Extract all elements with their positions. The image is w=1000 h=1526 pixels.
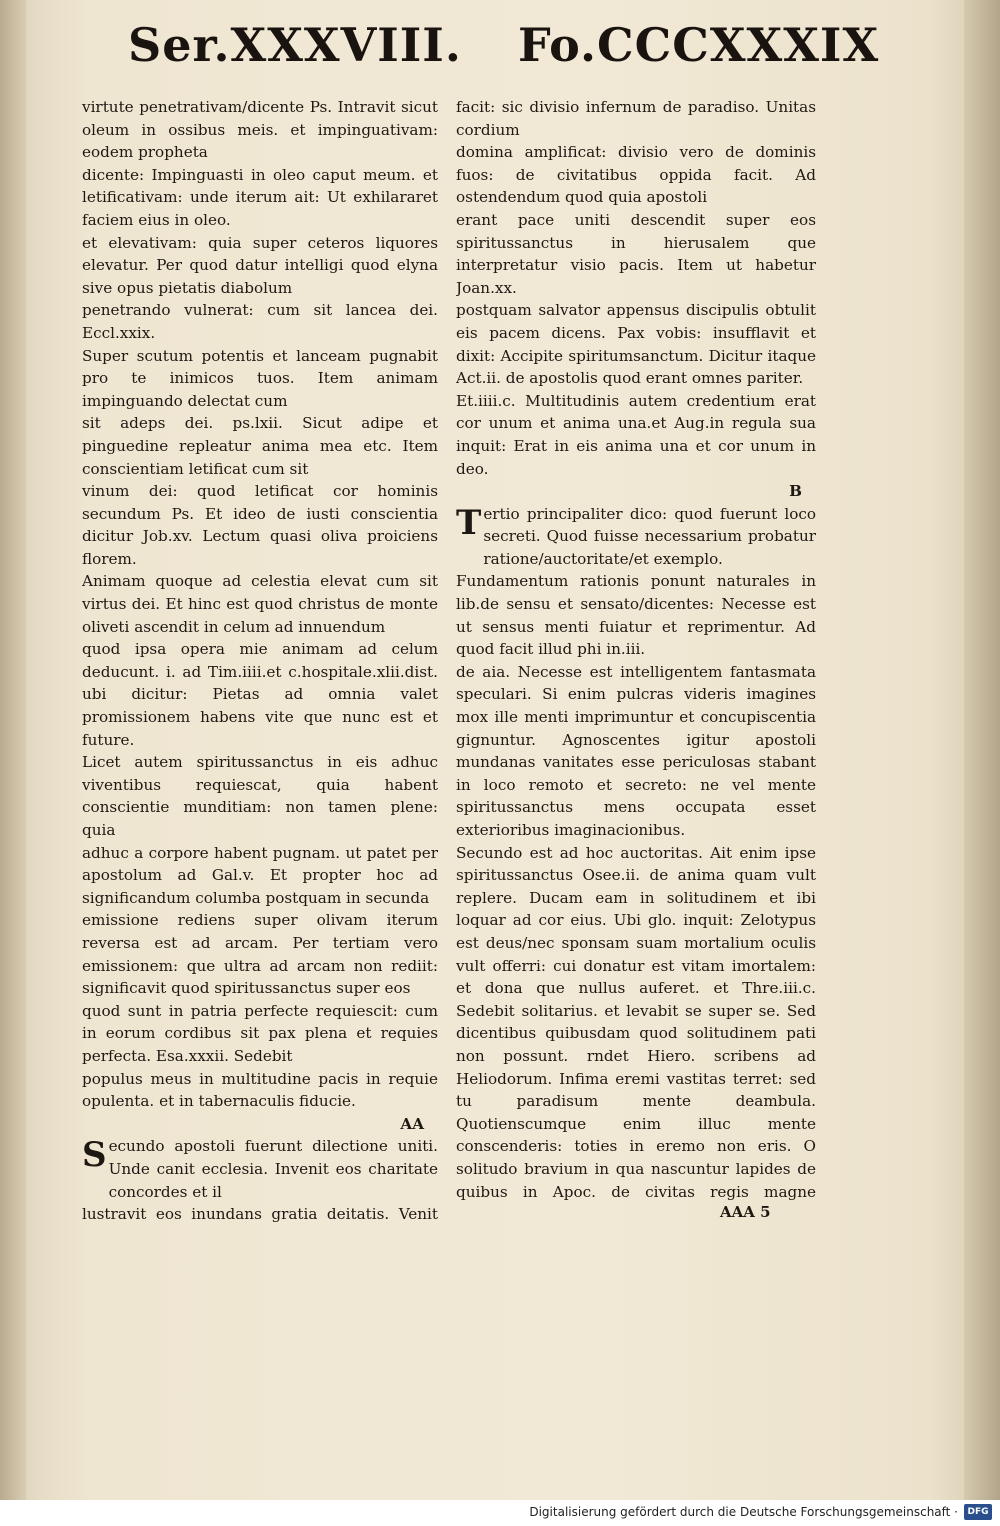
text-block: domina amplificat: divisio vero de dominis fuos: de civitatibus oppida facit. Ad ostendendum quod quia apostoli bbox=[456, 143, 816, 207]
text-block: quod sunt in patria perfecte requiescit: cum in eorum cordibus sit pax plena et requies perfecta. Esa.xxxii. Sedebit bbox=[82, 1001, 438, 1065]
dfg-logo: DFG bbox=[964, 1504, 992, 1520]
section-mark-b: B bbox=[789, 482, 802, 501]
right-column bbox=[456, 96, 816, 1206]
left-column bbox=[82, 96, 438, 1224]
text-block: Secundo est ad hoc auctoritas. Ait enim ipse spiritussanctus Osee.ii. de anima quam vult replere. Ducam eam in solitudinem et ibi loquar ad cor eius. Ubi glo. inquit: Zelotypus est deus/nec sponsam suam mortalium oculis vult offerri: cui donatur est vitam imortalem: et dona que nullus auferet. et Thre.iii.c. Sedebit solitarius. et levabit se super se. Sed dicentibus quibusdam quod solitudinem pati non possunt. rndet Hiero. scribens ad Heliodorum. Infima eremi vastitas terret: sed tu paradisum mente deambula. Quotienscumque enim illuc mente conscenderis: toties in eremo non eris. O solitudo bravium in qua nascuntur lapides de quibus in Apoc. de civitas regis magne bbox=[456, 843, 816, 1201]
sermon-heading: Ser.XXXVIII. bbox=[128, 18, 462, 72]
funding-notice: Digitalisierung gefördert durch die Deutsche Forschungsgemeinschaft · bbox=[529, 1505, 958, 1519]
text-block: facit: sic divisio infernum de paradiso. Unitas cordium bbox=[456, 98, 816, 139]
text-block: ecundo apostoli fuerunt dilectione uniti. Unde canit ecclesia. Invenit eos charitate concordes et il bbox=[108, 1137, 438, 1201]
right-column-part-1 bbox=[456, 96, 816, 480]
left-column-part-1 bbox=[82, 96, 438, 1113]
text-block: Licet autem spiritussanctus in eis adhuc viventibus requiescat, quia habent conscientie munditiam: non tamen plene: quia bbox=[82, 753, 438, 839]
text-block: de aia. Necesse est intelligentem fantasmata speculari. Si enim pulcras videris imagines mox ille menti imprimuntur et concupiscentia gignuntur. Agnoscentes igitur apostoli mundanas vanitates esse periculosas stabant in loco remoto et secreto: ne vel mente spiritussanctus mens occupata esset exterioribus imaginacionibus. bbox=[456, 662, 816, 839]
text-block: postquam salvator appensus discipulis obtulit eis pacem dicens. Pax vobis: insufflavit et dixit: Accipite spiritumsanctum. Dicitur itaque Act.ii. de apostolis quod erant omnes pariter. bbox=[456, 301, 816, 388]
text-block: Animam quoque ad celestia elevat cum sit virtus dei. Et hinc est quod christus de monte oliveti ascendit in celum ad innuendum bbox=[82, 572, 438, 636]
text-block: ertio principaliter dico: quod fuerunt loco secreti. Quod fuisse necessarium probatur ratione/auctoritate/et exemplo. bbox=[483, 504, 816, 568]
page-edge-shadow bbox=[964, 0, 1000, 1500]
text-block: Fundamentum rationis ponunt naturales in lib.de sensu et sensato/dicentes: Necesse est ut sensus menti fuiatur et reprimentur. Ad quod facit illud phi in.iii. bbox=[456, 572, 816, 659]
right-column-part-2 bbox=[456, 503, 816, 1206]
right-column-part-2-text bbox=[456, 503, 816, 1206]
text-block: penetrando vulnerat: cum sit lancea dei. Eccl.xxix. bbox=[82, 301, 438, 342]
text-block: virtute penetrativam/dicente Ps. Intravit sicut oleum in ossibus meis. et impinguativam: eodem propheta bbox=[82, 98, 438, 162]
text-block: lustravit eos inundans gratia deitatis. Venit bbox=[82, 1205, 438, 1224]
text-block: erant pace uniti descendit super eos spiritussanctus in hierusalem que interpretatur visio pacis. Item ut habetur Joan.xx. bbox=[456, 210, 816, 297]
footer-bar bbox=[0, 1500, 1000, 1526]
text-block: quod ipsa opera mie animam ad celum deducunt. i. ad Tim.iiii.et c.hospitale.xlii.dist. ubi dicitur: Pietas ad omnia valet promissionem habens vite que nunc est et future. bbox=[82, 640, 438, 749]
section-mark-aa: AA bbox=[400, 1114, 424, 1133]
text-block: sit adeps dei. ps.lxii. Sicut adipe et pinguedine repleatur anima mea etc. Item conscientiam letificat cum sit bbox=[82, 414, 438, 478]
page-gutter-shadow bbox=[0, 0, 26, 1500]
text-block: Et.iiii.c. Multitudinis autem credentium erat cor unum et anima una.et Aug.in regula sua inquit: Erat in eis anima una et cor unum in deo. bbox=[456, 391, 816, 478]
folio-heading: Fo.CCCXXXIX bbox=[518, 18, 880, 72]
text-block: adhuc a corpore habent pugnam. ut patet per apostolum ad Gal.v. Et propter hoc ad significandum columba postquam in secunda bbox=[82, 843, 438, 907]
left-column-part-2-text bbox=[82, 1135, 438, 1224]
text-block: Super scutum potentis et lanceam pugnabit pro te inimicos tuos. Item animam impinguando delectat cum bbox=[82, 346, 438, 410]
text-block: populus meus in multitudine pacis in requie opulenta. et in tabernaculis fiducie. bbox=[82, 1069, 438, 1111]
signature-mark: AAA 5 bbox=[720, 1203, 771, 1221]
text-block: dicente: Impinguasti in oleo caput meum. et letificativam: unde iterum ait: Ut exhilararet faciem eius in oleo. bbox=[82, 165, 438, 229]
text-block: et elevativam: quia super ceteros liquores elevatur. Per quod datur intelligi quod elyna sive opus pietatis diabolum bbox=[82, 233, 438, 297]
text-block: vinum dei: quod letificat cor hominis secundum Ps. Et ideo de iusti conscientia dicitur Job.xv. Lectum quasi oliva proiciens florem. bbox=[82, 482, 438, 568]
drop-cap-t: T bbox=[456, 502, 482, 543]
drop-cap-s: S bbox=[82, 1135, 107, 1176]
left-column-part-2 bbox=[82, 1135, 438, 1224]
text-block: emissione rediens super olivam iterum reversa est ad arcam. Per tertiam vero emissionem: que ultra ad arcam non rediit: significavit quod spiritussanctus super eos bbox=[82, 911, 438, 998]
